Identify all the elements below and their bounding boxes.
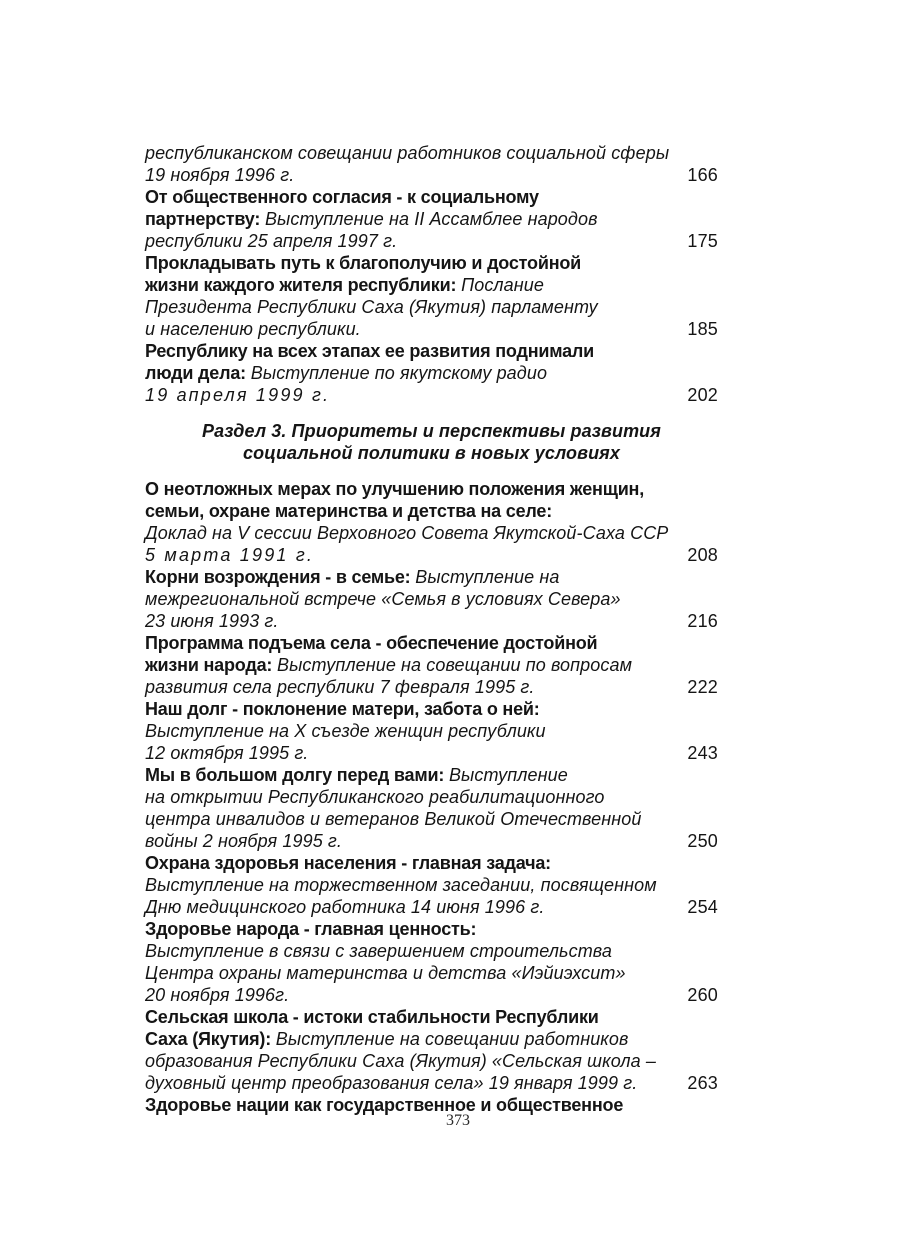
- toc-text-run: Выступление по якутскому радио: [250, 363, 548, 383]
- toc-line: [145, 142, 718, 164]
- toc-line: [145, 1050, 718, 1072]
- toc-page-number: 250: [687, 831, 718, 851]
- toc-text-run: войны 2 ноября 1995 г.: [145, 831, 342, 851]
- toc-text-run: 5 марта 1991 г.: [145, 545, 315, 565]
- toc-line: [145, 764, 718, 786]
- toc-text-run: Послание: [461, 275, 545, 295]
- toc-text-run: на открытии Республиканского реабилитационного: [145, 787, 605, 807]
- toc-text-run: Выступление в связи с завершением строительства: [145, 941, 613, 961]
- toc-text-run: Выступление: [448, 765, 568, 785]
- toc-page-number: 208: [687, 545, 718, 565]
- toc-line: [145, 252, 718, 274]
- toc-line: [145, 1072, 718, 1094]
- toc-text-run: Охрана здоровья населения - главная задача:: [145, 853, 551, 873]
- toc-line: [145, 296, 718, 318]
- toc-text-run: 23 июня 1993 г.: [145, 611, 279, 631]
- toc-text-run: 19 апреля 1999 г.: [145, 385, 331, 405]
- toc-text-run: Выступление на X съезде женщин республики: [145, 721, 546, 741]
- toc-text-run: республики 25 апреля 1997 г.: [145, 231, 398, 251]
- toc-line: [145, 984, 718, 1006]
- toc-page-number: 260: [687, 985, 718, 1005]
- toc-text-run: Наш долг - поклонение матери, забота о ней:: [145, 699, 540, 719]
- toc-line: [145, 940, 718, 962]
- toc-text-run: Выступление на совещании по вопросам: [276, 655, 633, 675]
- page-footer: [0, 1112, 916, 1130]
- toc-line: [145, 742, 718, 764]
- toc-text-run: и населению республики.: [145, 319, 361, 339]
- toc-line: [145, 340, 718, 362]
- toc-line: [145, 1006, 718, 1028]
- toc-page-number: 175: [687, 231, 718, 251]
- toc-page-number: 185: [687, 319, 718, 339]
- folio-page-number: 373: [446, 1112, 470, 1129]
- toc-text-run: социальной политики в новых условиях: [243, 443, 620, 463]
- toc-line: [145, 610, 718, 632]
- toc-text-run: межрегиональной встрече «Семья в условиях Севера»: [145, 589, 621, 609]
- toc-page-number: 243: [687, 743, 718, 763]
- toc-line: [145, 852, 718, 874]
- toc-text-run: Здоровье народа - главная ценность:: [145, 919, 477, 939]
- toc-text-run: Программа подъема села - обеспечение достойной: [145, 633, 598, 653]
- section-heading-line: [145, 442, 718, 464]
- toc-text-run: образования Республики Саха (Якутия) «Сельская школа –: [145, 1051, 656, 1071]
- toc-line: [145, 318, 718, 340]
- toc-text-run: 19 ноября 1996 г.: [145, 165, 295, 185]
- toc-text-run: О неотложных мерах по улучшению положения женщин,: [145, 479, 645, 499]
- toc-text-run: республиканском совещании работников социальной сферы: [145, 143, 670, 163]
- toc-line: [145, 566, 718, 588]
- toc-text-run: люди дела:: [145, 363, 251, 383]
- toc-text-run: От общественного согласия - к социальному: [145, 187, 539, 207]
- toc-page-number: 254: [687, 897, 718, 917]
- toc-line: [145, 720, 718, 742]
- toc-line: [145, 208, 718, 230]
- toc-line: [145, 544, 718, 566]
- toc-spacer: [145, 464, 718, 478]
- toc-page-number: 202: [687, 385, 718, 405]
- toc-line: [145, 698, 718, 720]
- toc-text-run: Мы в большом долгу перед вами:: [145, 765, 449, 785]
- toc-text-run: Выступление на торжественном заседании, посвященном: [145, 875, 657, 895]
- toc-page-number: 263: [687, 1073, 718, 1093]
- toc-line: [145, 362, 718, 384]
- toc-text-run: Прокладывать путь к благополучию и достойной: [145, 253, 582, 273]
- toc-line: [145, 274, 718, 296]
- toc-line: [145, 786, 718, 808]
- toc-text-run: Доклад на V сессии Верховного Совета Якутской-Саха ССР: [145, 523, 669, 543]
- toc-page-number: 222: [687, 677, 718, 697]
- toc-text-run: Раздел 3. Приоритеты и перспективы развития: [202, 421, 661, 441]
- toc-line: [145, 588, 718, 610]
- toc-line: [145, 918, 718, 940]
- toc-line: [145, 962, 718, 984]
- toc-line: [145, 478, 718, 500]
- toc-text-run: развития села республики 7 февраля 1995 г.: [145, 677, 535, 697]
- toc-text-run: Выступление на: [415, 567, 560, 587]
- toc-text-run: 12 октября 1995 г.: [145, 743, 309, 763]
- toc-text-run: Сельская школа - истоки стабильности Республики: [145, 1007, 599, 1027]
- toc-text-run: духовный центр преобразования села» 19 января 1999 г.: [145, 1073, 638, 1093]
- toc-line: [145, 500, 718, 522]
- toc-line: [145, 632, 718, 654]
- toc-line: [145, 654, 718, 676]
- toc-text-run: семьи, охране материнства и детства на селе:: [145, 501, 553, 521]
- toc-text-run: Республику на всех этапах ее развития поднимали: [145, 341, 595, 361]
- toc-text-run: центра инвалидов и ветеранов Великой Отечественной: [145, 809, 642, 829]
- toc-line: [145, 808, 718, 830]
- toc-text-run: Здоровье нации как государственное и общественное: [145, 1095, 624, 1115]
- toc-text-run: Выступление на II Ассамблее народов: [264, 209, 598, 229]
- toc-text-run: партнерству:: [145, 209, 265, 229]
- toc-line: [145, 874, 718, 896]
- toc-page-number: 216: [687, 611, 718, 631]
- toc-line: [145, 1028, 718, 1050]
- toc-text-run: Саха (Якутия):: [145, 1029, 276, 1049]
- toc-spacer: [145, 406, 718, 420]
- toc-line: [145, 830, 718, 852]
- section-heading-line: [145, 420, 718, 442]
- toc-line: [145, 186, 718, 208]
- toc-text-run: Президента Республики Саха (Якутия) парламенту: [145, 297, 598, 317]
- toc-page-number: 166: [687, 165, 718, 185]
- table-of-contents: [145, 142, 718, 1116]
- toc-text-run: Выступление на совещании работников: [275, 1029, 629, 1049]
- toc-text-run: Дню медицинского работника 14 июня 1996 г.: [145, 897, 545, 917]
- toc-line: [145, 384, 718, 406]
- toc-line: [145, 896, 718, 918]
- toc-line: [145, 522, 718, 544]
- toc-text-run: Центра охраны материнства и детства «Иэйиэхсит»: [145, 963, 626, 983]
- toc-text-run: 20 ноября 1996г.: [145, 985, 290, 1005]
- toc-line: [145, 164, 718, 186]
- toc-line: [145, 676, 718, 698]
- toc-text-run: жизни народа:: [145, 655, 277, 675]
- toc-line: [145, 230, 718, 252]
- toc-text-run: Корни возрождения - в семье:: [145, 567, 416, 587]
- toc-text-run: жизни каждого жителя республики:: [145, 275, 462, 295]
